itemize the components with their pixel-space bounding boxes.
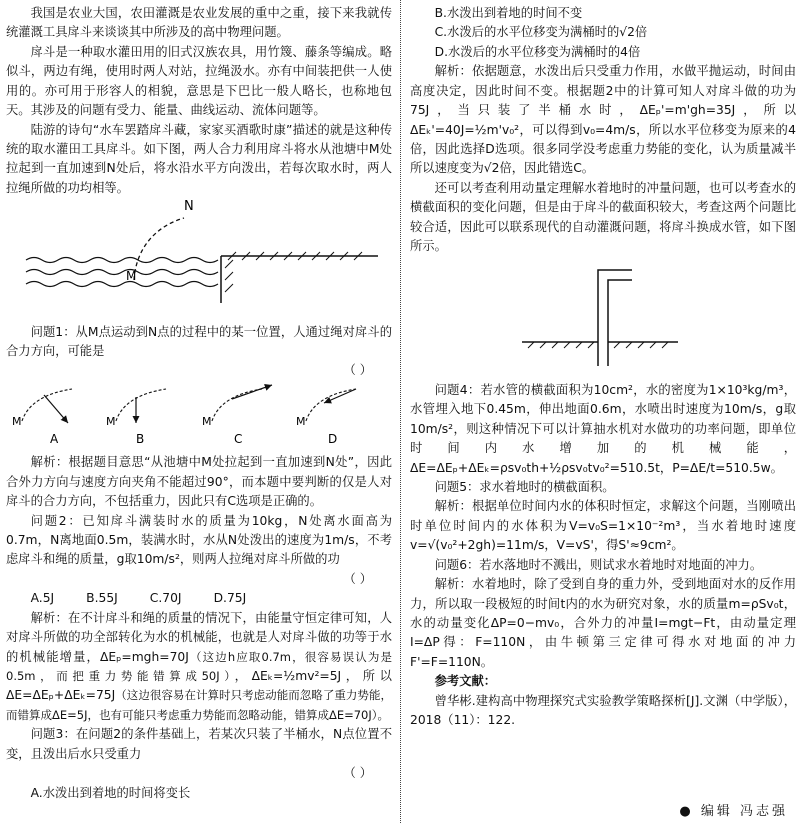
intro-paragraph-3: 陆游的诗句“水车罢踏戽斗藏，家家买酒歌时康”描述的就是这种传统的取水灌田工具戽斗。如下图，两人合力利用戽斗将水从池塘中M处拉起到一直加速到N处后，将水沿水平方向泼出，若每次取水时，两人拉绳所做的功均相等。: [6, 122, 392, 195]
q3-option-d: D.水泼后的水平位移变为满桶时的4倍: [434, 44, 641, 59]
pond-figure: [6, 198, 392, 316]
reference-1: 曾华彬.建构高中物理探究式实验教学策略探析[J].文渊（中学版），2018（11）：122.: [410, 693, 796, 728]
analysis-3: 解析：依据题意，水泼出后只受重力作用，水做平抛运动，时间由高度决定，因此时间不变。根据题2中的计算可知人对戽斗做的功为75J，当只装了半桶水时，ΔEₚ'=m'gh=35J，所以ΔEₖ'=40J=½m'v₀²，可以得到v₀=4m/s，所以水平位移变为原来的4倍，因此选择D选项。很多同学没考虑重力势能的变化，认为质量减半所以速度变为√2倍，因此错选C。: [410, 64, 796, 176]
q2-option-d: D.75J: [213, 591, 247, 606]
references-title: 参考文献：: [434, 674, 497, 689]
analysis-2: 解析：在不计戽斗和绳的质量的情况下，由能量守恒定律可知，人对戽斗所做的功全部转化为水的机械能，也就是人对戽斗做的功等于水的机械能增量，ΔEₚ=mgh=70J（这边h应取0.7m，很容易误认为是0.5m，而把重力势能错算成50J），ΔEₖ=½mv²=5J，所以ΔE=ΔEₚ+ΔEₖ=75J（这边很容易在计算时只考虑动能而忽略了重力势能，而错算成ΔE=5J，也有可能只考虑重力势能而忽略动能，错算成ΔE=70J）。: [6, 610, 392, 722]
svg-text:M: M: [106, 414, 116, 428]
svg-text:B: B: [136, 431, 145, 446]
question-1-options-figure: [6, 381, 392, 447]
transition-paragraph: 还可以考查利用动量定理解水着地时的冲量问题，也可以考查水的横截面积的变化问题，但是由于戽斗的截面积较大，考查这两个问题比较合适，因此可以联系现代的自动灌溉问题，将戽斗换成水管，如下图所示。: [410, 180, 796, 254]
q2-option-b: B.55J: [86, 591, 118, 606]
question-1: 问题1：从M点运动到N点的过程中的某一位置，人通过绳对戽斗的合力方向，可能是: [6, 324, 392, 359]
right-column: [410, 4, 796, 731]
question-2-options: [6, 589, 392, 608]
svg-text:D: D: [328, 431, 338, 446]
svg-text:A: A: [50, 431, 59, 446]
q2-option-c: C.70J: [149, 591, 182, 606]
option-b-diagram: [106, 389, 166, 446]
intro-paragraph-2: 戽斗是一种取水灌田用的旧式汉族农具，用竹篾、藤条等编成。略似斗，两边有绳，使用时两人对站，拉绳汲水。亦有中间装把供一人使用的。亦可用于形容人的相貌，意思是下巴比一般人略长，也称地包天。其涉及的问题有受力、能量、曲线运动、流体问题等。: [6, 44, 392, 118]
option-a-diagram: [12, 389, 72, 446]
editor-credit: ● 编辑 冯志强: [679, 804, 788, 820]
question-2-answer-blank: （ ）: [343, 571, 372, 586]
question-3-answer-blank: （ ）: [343, 766, 372, 781]
option-d-diagram: [296, 389, 356, 446]
question-3: 问题3：在问题2的条件基础上，若某次只装了半桶水，N点位置不变，且泼出后水只受重力: [6, 727, 392, 761]
intro-paragraph-1: 我国是农业大国，农田灌溉是农业发展的重中之重，接下来我就传统灌溉工具戽斗来谈谈其中所涉及的高中物理问题。: [6, 6, 392, 40]
svg-text:C: C: [234, 431, 243, 446]
left-column: [6, 4, 392, 803]
point-m-label: M: [126, 269, 137, 284]
q2-option-a: A.5J: [30, 591, 55, 606]
column-divider: [400, 0, 401, 823]
analysis-1: 解析：根据题目意思“从池塘中M处拉起到一直加速到N处”，因此合外力方向与速度方向夹角不能超过90°，而本题中要判断的仅是人对戽斗的合力方向，不包括重力，因此只有C选项是正确的。: [6, 455, 392, 509]
svg-text:M: M: [296, 414, 306, 428]
question-2: 问题2：已知戽斗满装时水的质量为10kg，N处离水面高为0.7m，N离地面0.5m，装满水时，水从N处泼出的速度为1m/s，不考虑戽斗和绳的质量，g取10m/s²，则两人拉绳对戽斗所做的功: [6, 513, 392, 567]
q3-option-a: A.水泼出到着地的时间将变长: [30, 785, 191, 800]
analysis-5: 解析：根据单位时间内水的体积时恒定，求解这个问题，当刚喷出时单位时间内的水体积为V=v₀S=1×10⁻²m³，当水着地时速度v=√(v₀²+2gh)=11m/s，V=vS'，得S'≈9cm²。: [410, 499, 796, 553]
question-1-answer-blank: （ ）: [343, 363, 372, 378]
water-pipe-figure: [410, 256, 796, 374]
question-6: 问题6：若水落地时不溅出，则试求水着地时对地面的冲力。: [434, 557, 763, 572]
question-5: 问题5：求水着地时的横截面积。: [434, 480, 615, 495]
svg-text:M: M: [202, 414, 212, 428]
point-n-label: N: [184, 199, 194, 215]
q3-option-b: B.水泼出到着地的时间不变: [434, 6, 583, 20]
question-4: 问题4：若水管的横截面积为10cm²，水的密度为1×10³kg/m³，水管埋入地下0.45m，伸出地面0.6m，水喷出时速度为10m/s，g取10m/s²，则这种情况下可以计算抽水机对水做功的功率问题，即单位时间内水增加的机械能，ΔE=ΔEₚ+ΔEₖ=ρsv₀th+½ρsv₀tv₀²=510.5t，P=ΔE/t=510.5w。: [410, 382, 796, 475]
q3-option-c: C.水泼后的水平位移变为满桶时的√2倍: [434, 25, 648, 40]
analysis-6: 解析：水着地时，除了受到自身的重力外，受到地面对水的反作用力，所以取一段极短的时间t内的水为研究对象，水的质量m=ρSv₀t，水的动量变化ΔP=0−mv₀，合外力的冲量I=mgt−Ft，由动量定理I=ΔP得：F=110N，由牛顿第三定律可得水对地面的冲力F'=F=110N。: [410, 577, 796, 669]
svg-text:M: M: [12, 414, 22, 428]
option-c-diagram: [202, 385, 272, 446]
